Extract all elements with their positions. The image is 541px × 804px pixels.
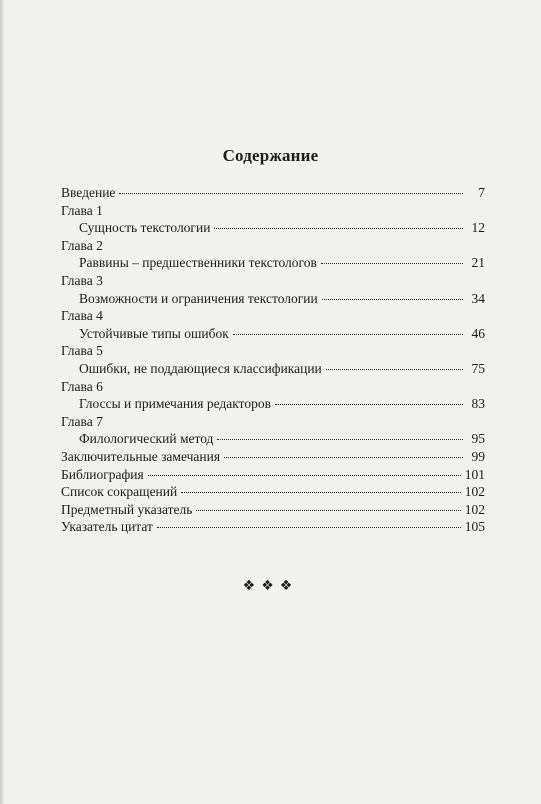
dot-leader bbox=[224, 457, 463, 458]
toc-entry-text: Предметный указатель bbox=[61, 501, 193, 517]
dot-leader bbox=[157, 527, 461, 528]
dot-leader bbox=[148, 475, 461, 476]
toc-entry-chapter-4 bbox=[61, 307, 485, 342]
dot-leader bbox=[214, 228, 463, 229]
diamond-ornament-icon: ❖❖❖ bbox=[242, 578, 299, 594]
toc-entry-text: Глоссы и примечания редакторов bbox=[79, 396, 272, 412]
toc-page-number: 75 bbox=[471, 360, 485, 376]
toc-page-number: 95 bbox=[471, 431, 485, 447]
toc-entry-chapter-6 bbox=[61, 378, 485, 413]
page-edge bbox=[0, 0, 4, 804]
toc-page-number: 21 bbox=[471, 255, 485, 271]
toc-entry-text: Сущность текстологии bbox=[79, 220, 211, 236]
toc-entry-subject-index bbox=[61, 501, 485, 519]
chapter-label: Глава 6 bbox=[61, 378, 103, 394]
toc-entry-introduction bbox=[61, 184, 485, 202]
toc-entry-chapter-2 bbox=[61, 237, 485, 272]
table-of-contents bbox=[61, 184, 485, 536]
chapter-label: Глава 4 bbox=[61, 308, 103, 324]
toc-entry-text: Раввины – предшественники текстологов bbox=[79, 255, 317, 271]
toc-entry-text: Филологический метод bbox=[79, 431, 214, 447]
toc-entry-text: Библиография bbox=[61, 466, 144, 482]
toc-entry-conclusion bbox=[61, 448, 485, 466]
toc-entry-bibliography bbox=[61, 466, 485, 484]
chapter-label: Глава 5 bbox=[61, 343, 103, 359]
toc-page-number: 46 bbox=[471, 325, 485, 341]
toc-page-number: 99 bbox=[471, 448, 485, 464]
toc-entry-abbreviations bbox=[61, 483, 485, 501]
toc-page-number: 12 bbox=[471, 220, 485, 236]
dot-leader bbox=[322, 299, 463, 300]
toc-entry-citation-index bbox=[61, 518, 485, 536]
toc-entry-chapter-3 bbox=[61, 272, 485, 307]
toc-page-number: 102 bbox=[464, 501, 485, 517]
chapter-label: Глава 7 bbox=[61, 413, 103, 429]
toc-entry-text: Список сокращений bbox=[61, 484, 178, 500]
toc-entry-text: Возможности и ограничения текстологии bbox=[79, 290, 318, 306]
chapter-label: Глава 3 bbox=[61, 272, 103, 288]
toc-entry-text: Устойчивые типы ошибок bbox=[79, 325, 229, 341]
toc-entry-text: Введение bbox=[61, 185, 116, 200]
dot-leader bbox=[275, 404, 463, 405]
toc-page-number: 105 bbox=[464, 519, 485, 535]
toc-page-number: 83 bbox=[471, 396, 485, 412]
dot-leader bbox=[233, 334, 463, 335]
toc-entry-text: Заключительные замечания bbox=[61, 448, 221, 464]
chapter-label: Глава 1 bbox=[61, 202, 103, 218]
toc-entry-chapter-7 bbox=[61, 413, 485, 448]
toc-entry-text: Ошибки, не поддающиеся классификации bbox=[79, 360, 322, 376]
toc-page-number: 7 bbox=[478, 185, 485, 200]
dot-leader bbox=[217, 439, 463, 440]
toc-entry-chapter-1 bbox=[61, 202, 485, 237]
chapter-label: Глава 2 bbox=[61, 237, 103, 253]
dot-leader bbox=[321, 263, 463, 264]
toc-page-number: 34 bbox=[471, 290, 485, 306]
toc-page-number: 101 bbox=[464, 466, 485, 482]
dot-leader bbox=[326, 369, 463, 370]
dot-leader bbox=[196, 510, 460, 511]
dot-leader bbox=[119, 193, 463, 194]
toc-page-number: 102 bbox=[464, 484, 485, 500]
toc-entry-chapter-5 bbox=[61, 342, 485, 377]
toc-entry-text: Указатель цитат bbox=[61, 519, 153, 535]
page-title: Содержание bbox=[222, 146, 319, 165]
dot-leader bbox=[181, 492, 461, 493]
